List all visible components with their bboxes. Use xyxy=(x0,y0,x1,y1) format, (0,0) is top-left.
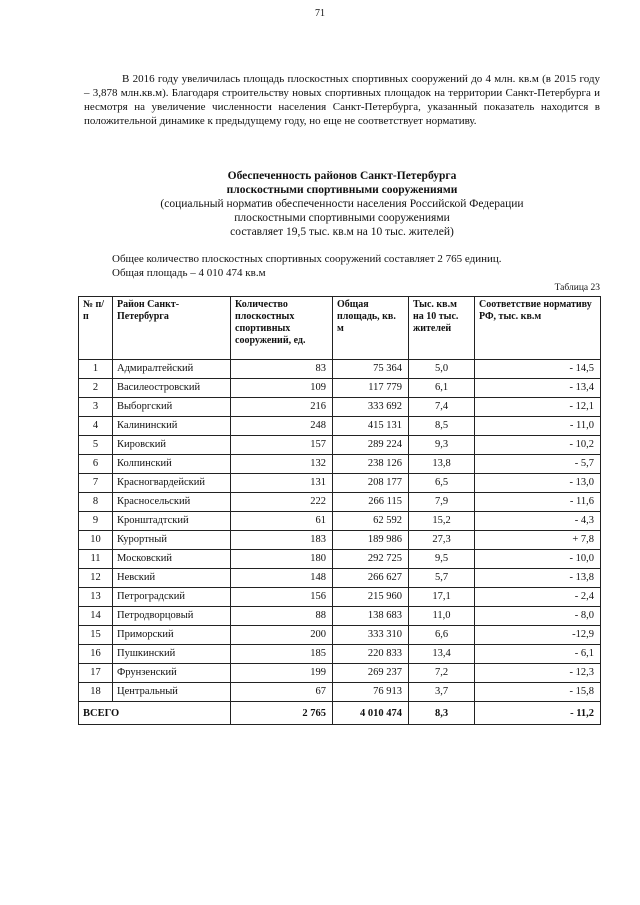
table-row xyxy=(79,417,601,436)
cell-norm: - 13,0 xyxy=(475,474,601,493)
cell-area: 269 237 xyxy=(333,664,409,683)
cell-area: 75 364 xyxy=(333,360,409,379)
cell-count: 61 xyxy=(231,512,333,531)
table-total-row xyxy=(79,702,601,725)
cell-area: 220 833 xyxy=(333,645,409,664)
cell-norm: - 14,5 xyxy=(475,360,601,379)
cell-norm: - 8,0 xyxy=(475,607,601,626)
cell-norm: - 13,8 xyxy=(475,569,601,588)
table-row xyxy=(79,626,601,645)
cell-count: 200 xyxy=(231,626,333,645)
cell-num: 10 xyxy=(79,531,113,550)
cell-num: 12 xyxy=(79,569,113,588)
cell-area: 289 224 xyxy=(333,436,409,455)
table-row xyxy=(79,607,601,626)
intro-paragraph: В 2016 году увеличилась площадь плоскостных спортивных сооружений до 4 млн. кв.м (в 2015 году – 3,878 млн.кв.м). Благодаря строительству новых спортивных площадок на территории Санкт-Петербурга и несмотря на увеличение численности населения Санкт-Петербурга, указанный показатель находится в положительной динамике к предыдущему году, но еще не соответствует нормативу. xyxy=(84,73,600,127)
header-area: Общая площадь, кв. м xyxy=(333,297,409,360)
cell-count: 248 xyxy=(231,417,333,436)
cell-norm: - 5,7 xyxy=(475,455,601,474)
cell-num: 9 xyxy=(79,512,113,531)
cell-norm: - 12,1 xyxy=(475,398,601,417)
table-body xyxy=(79,360,601,702)
cell-per10k: 7,2 xyxy=(409,664,475,683)
total-label: ВСЕГО xyxy=(79,702,231,725)
cell-district: Невский xyxy=(113,569,231,588)
cell-area: 266 115 xyxy=(333,493,409,512)
cell-count: 180 xyxy=(231,550,333,569)
cell-num: 2 xyxy=(79,379,113,398)
cell-area: 266 627 xyxy=(333,569,409,588)
cell-per10k: 17,1 xyxy=(409,588,475,607)
cell-district: Петродворцовый xyxy=(113,607,231,626)
cell-district: Василеостровский xyxy=(113,379,231,398)
cell-per10k: 6,6 xyxy=(409,626,475,645)
table-row xyxy=(79,531,601,550)
total-per10k: 8,3 xyxy=(409,702,475,725)
table-row xyxy=(79,664,601,683)
cell-count: 132 xyxy=(231,455,333,474)
cell-norm: -12,9 xyxy=(475,626,601,645)
total-count: 2 765 xyxy=(231,702,333,725)
cell-count: 157 xyxy=(231,436,333,455)
total-norm: - 11,2 xyxy=(475,702,601,725)
cell-num: 6 xyxy=(79,455,113,474)
cell-area: 117 779 xyxy=(333,379,409,398)
cell-district: Московский xyxy=(113,550,231,569)
cell-count: 222 xyxy=(231,493,333,512)
cell-area: 333 692 xyxy=(333,398,409,417)
cell-num: 18 xyxy=(79,683,113,702)
table-row xyxy=(79,683,601,702)
cell-district: Курортный xyxy=(113,531,231,550)
cell-count: 199 xyxy=(231,664,333,683)
cell-count: 131 xyxy=(231,474,333,493)
cell-per10k: 5,0 xyxy=(409,360,475,379)
summary-count: Общее количество плоскостных спортивных сооружений составляет 2 765 единиц. xyxy=(112,253,502,265)
district-table xyxy=(78,296,601,725)
cell-per10k: 5,7 xyxy=(409,569,475,588)
cell-per10k: 7,9 xyxy=(409,493,475,512)
cell-norm: - 13,4 xyxy=(475,379,601,398)
table-row xyxy=(79,379,601,398)
page-number: 71 xyxy=(315,8,325,19)
cell-count: 148 xyxy=(231,569,333,588)
cell-district: Фрунзенский xyxy=(113,664,231,683)
cell-norm: - 12,3 xyxy=(475,664,601,683)
cell-area: 333 310 xyxy=(333,626,409,645)
table-row xyxy=(79,569,601,588)
table-row xyxy=(79,360,601,379)
cell-per10k: 13,4 xyxy=(409,645,475,664)
cell-per10k: 7,4 xyxy=(409,398,475,417)
table-row xyxy=(79,645,601,664)
cell-per10k: 13,8 xyxy=(409,455,475,474)
table-row xyxy=(79,550,601,569)
cell-count: 67 xyxy=(231,683,333,702)
cell-norm: - 2,4 xyxy=(475,588,601,607)
cell-num: 11 xyxy=(79,550,113,569)
cell-per10k: 6,5 xyxy=(409,474,475,493)
heading-line-5: составляет 19,5 тыс. кв.м на 10 тыс. жителей) xyxy=(230,226,454,238)
cell-district: Красногвардейский xyxy=(113,474,231,493)
cell-district: Кронштадтский xyxy=(113,512,231,531)
table-row xyxy=(79,512,601,531)
header-district: Район Санкт-Петербурга xyxy=(113,297,231,360)
cell-count: 216 xyxy=(231,398,333,417)
cell-area: 292 725 xyxy=(333,550,409,569)
header-count: Количество плоскостных спортивных сооружений, ед. xyxy=(231,297,333,360)
table-header-row xyxy=(79,297,601,360)
table-row xyxy=(79,588,601,607)
cell-num: 7 xyxy=(79,474,113,493)
heading-line-4: плоскостными спортивными сооружениями xyxy=(234,212,450,224)
table-heading xyxy=(84,169,600,239)
cell-district: Колпинский xyxy=(113,455,231,474)
cell-area: 138 683 xyxy=(333,607,409,626)
heading-line-3: (социальный норматив обеспеченности населения Российской Федерации xyxy=(160,198,524,210)
cell-count: 156 xyxy=(231,588,333,607)
cell-per10k: 8,5 xyxy=(409,417,475,436)
cell-norm: - 15,8 xyxy=(475,683,601,702)
cell-num: 4 xyxy=(79,417,113,436)
heading-line-1: Обеспеченность районов Санкт-Петербурга xyxy=(227,170,457,182)
summary xyxy=(112,252,600,280)
cell-district: Кировский xyxy=(113,436,231,455)
cell-count: 88 xyxy=(231,607,333,626)
cell-area: 76 913 xyxy=(333,683,409,702)
cell-area: 62 592 xyxy=(333,512,409,531)
cell-num: 5 xyxy=(79,436,113,455)
cell-district: Приморский xyxy=(113,626,231,645)
cell-per10k: 3,7 xyxy=(409,683,475,702)
cell-district: Адмиралтейский xyxy=(113,360,231,379)
table-label: Таблица 23 xyxy=(554,283,600,293)
cell-district: Петроградский xyxy=(113,588,231,607)
cell-area: 208 177 xyxy=(333,474,409,493)
cell-per10k: 11,0 xyxy=(409,607,475,626)
cell-district: Пушкинский xyxy=(113,645,231,664)
cell-area: 189 986 xyxy=(333,531,409,550)
cell-area: 415 131 xyxy=(333,417,409,436)
cell-norm: - 6,1 xyxy=(475,645,601,664)
cell-num: 8 xyxy=(79,493,113,512)
cell-num: 16 xyxy=(79,645,113,664)
cell-norm: + 7,8 xyxy=(475,531,601,550)
cell-norm: - 10,0 xyxy=(475,550,601,569)
header-norm: Соответствие нормативу РФ, тыс. кв.м xyxy=(475,297,601,360)
table-row xyxy=(79,398,601,417)
cell-norm: - 11,6 xyxy=(475,493,601,512)
table-row xyxy=(79,493,601,512)
table-row xyxy=(79,436,601,455)
cell-per10k: 9,3 xyxy=(409,436,475,455)
cell-norm: - 10,2 xyxy=(475,436,601,455)
table-row xyxy=(79,455,601,474)
heading-line-2: плоскостными спортивными сооружениями xyxy=(226,184,458,196)
cell-num: 3 xyxy=(79,398,113,417)
cell-per10k: 9,5 xyxy=(409,550,475,569)
header-num: № п/п xyxy=(79,297,113,360)
cell-count: 185 xyxy=(231,645,333,664)
cell-area: 215 960 xyxy=(333,588,409,607)
cell-count: 83 xyxy=(231,360,333,379)
cell-count: 183 xyxy=(231,531,333,550)
cell-num: 17 xyxy=(79,664,113,683)
table-row xyxy=(79,474,601,493)
cell-district: Выборгский xyxy=(113,398,231,417)
cell-num: 14 xyxy=(79,607,113,626)
cell-norm: - 11,0 xyxy=(475,417,601,436)
cell-district: Калининский xyxy=(113,417,231,436)
cell-district: Красносельский xyxy=(113,493,231,512)
cell-district: Центральный xyxy=(113,683,231,702)
cell-norm: - 4,3 xyxy=(475,512,601,531)
cell-num: 13 xyxy=(79,588,113,607)
total-area: 4 010 474 xyxy=(333,702,409,725)
cell-area: 238 126 xyxy=(333,455,409,474)
cell-count: 109 xyxy=(231,379,333,398)
cell-per10k: 27,3 xyxy=(409,531,475,550)
cell-per10k: 6,1 xyxy=(409,379,475,398)
summary-area: Общая площадь – 4 010 474 кв.м xyxy=(112,267,266,279)
header-per10k: Тыс. кв.м на 10 тыс. жителей xyxy=(409,297,475,360)
cell-per10k: 15,2 xyxy=(409,512,475,531)
cell-num: 1 xyxy=(79,360,113,379)
cell-num: 15 xyxy=(79,626,113,645)
